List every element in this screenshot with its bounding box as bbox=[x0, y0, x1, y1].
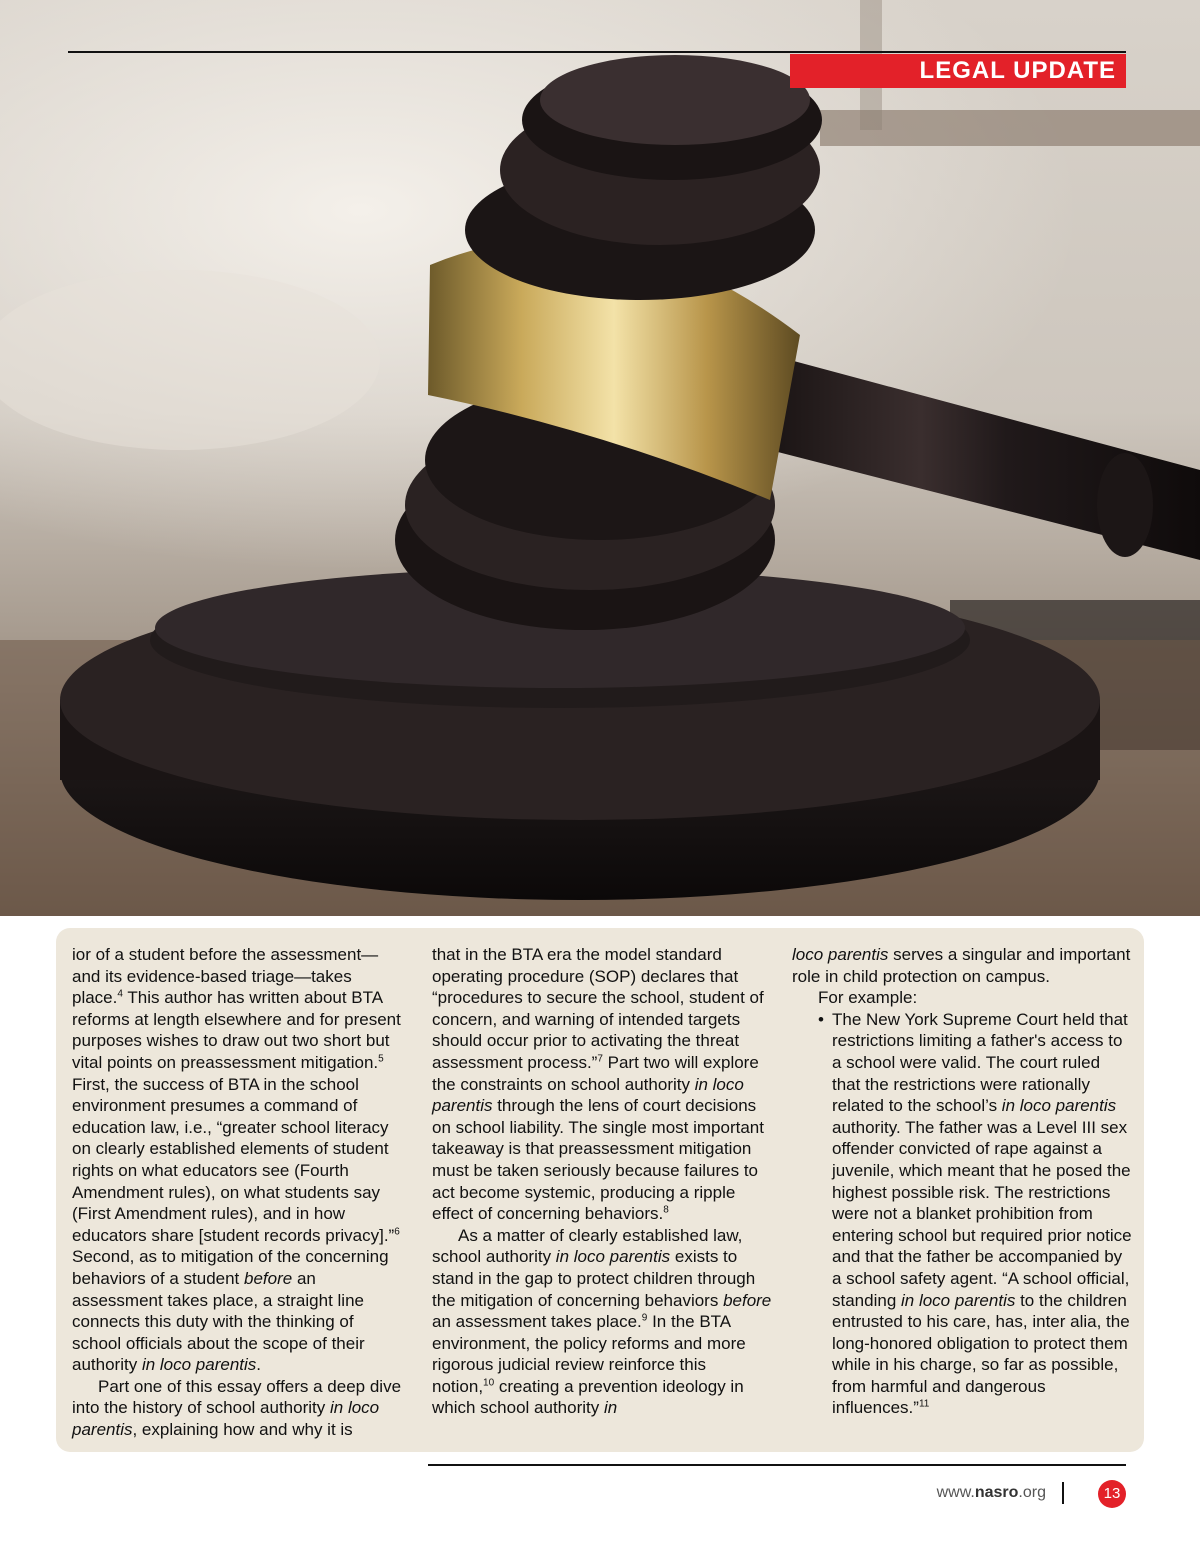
paragraph: Part one of this essay offers a deep dive into the history of school authority in loco parentis, explaining how and why it is bbox=[72, 1376, 402, 1440]
paragraph: loco parentis serves a singular and important role in child protection on campus. bbox=[792, 945, 1131, 986]
footer-separator bbox=[1062, 1482, 1064, 1504]
bullet-item: • The New York Supreme Court held that restrictions limiting a father's access to a school were valid. The court ruled that the restrictions were rationally related to the school’s in loco parentis authority. The father was a Level III sex offender convicted of rape against a juvenile, which meant that he posed the highest possible risk. The restrictions were not a blanket prohibition from entering school but required prior notice and that the father be accompanied by a school safety agent. “A school official, standing in loco parentis to the children entrusted to his care, has, inter alia, the long-honored obligation to protect them while in his charge, so far as possible, from harmful and dangerous influences.”$^{11}$ bbox=[818, 1009, 1132, 1418]
footer-rule bbox=[428, 1464, 1126, 1466]
header-rule bbox=[68, 51, 1126, 53]
section-tag: LEGAL UPDATE bbox=[790, 54, 1126, 88]
article-column-2 bbox=[432, 944, 772, 1419]
page-number: 13 bbox=[1098, 1480, 1126, 1508]
bullet-marker: • bbox=[818, 1009, 824, 1029]
paragraph: that in the BTA era the model standard operating procedure (SOP) declares that “procedures to secure the school, student of concern, and warning of intended targets should occur prior to activating the threat assessment process.”$^7$ Part two will explore the constraints on school authority in loco parentis through the lens of court decisions on school liability. The single most important takeaway is that preassessment mitigation must be taken seriously because failures to act become systemic, producing a ripple effect of concerning behaviors.$^8$ bbox=[432, 945, 764, 1224]
paragraph: As a matter of clearly established law, school authority in loco parentis exists to stand in the gap to protect children through the mitigation of concerning behaviors before an assessment takes place.$^9$ In the BTA environment, the policy reforms and more rigorous judicial review reinforce this notion,$^{10}$ creating a prevention ideology in which school authority in bbox=[432, 1225, 772, 1418]
article-column-3 bbox=[792, 944, 1132, 1419]
article-column-1 bbox=[72, 944, 402, 1441]
footer-url[interactable]: www.nasro.org bbox=[936, 1484, 1046, 1501]
paragraph: ior of a student before the assessment—and its evidence-based triage—takes place.$^4$ This author has written about BTA reforms at length elsewhere and for present purposes wishes to draw out two short but vital points on preassessment mitigation.$^5$ First, the success of BTA in the school environment presumes a command of education law, i.e., “greater school literacy on clearly established elements of student rights on what educators see (Fourth Amendment rules), on what students say (First Amendment rules), and in how educators share [student records privacy].”$^6$ Second, as to mitigation of the concerning behaviors of a student before an assessment takes place, a straight line connects this duty with the thinking of school officials about the scope of their authority in loco parentis. bbox=[72, 945, 401, 1375]
example-label: For example: bbox=[818, 988, 918, 1008]
